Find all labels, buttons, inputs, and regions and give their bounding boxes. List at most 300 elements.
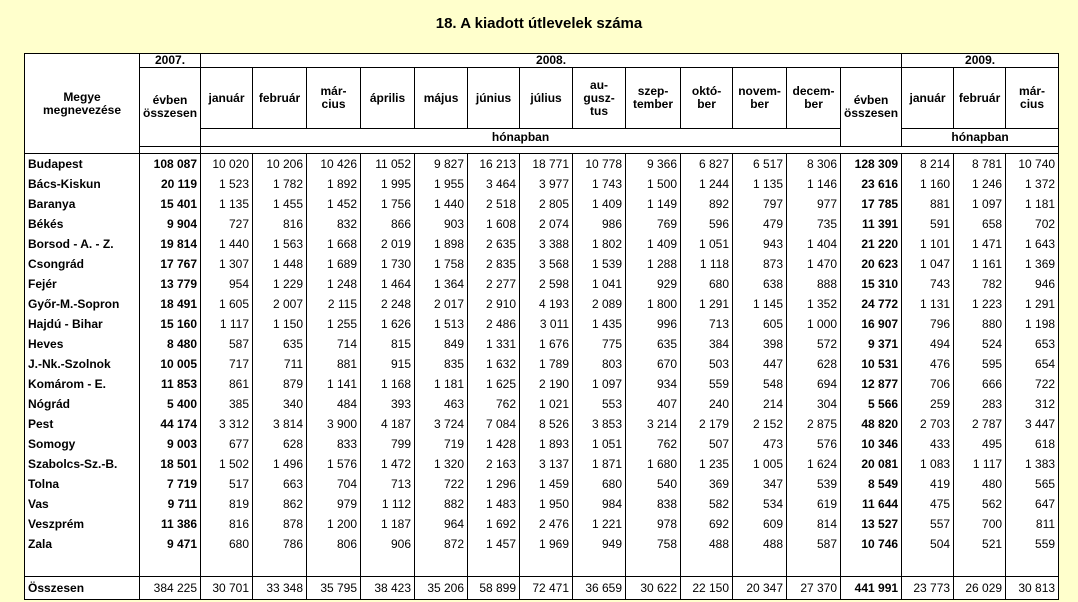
- month-2008-cell: 3 312: [201, 414, 253, 434]
- month-2008-cell: 609: [733, 514, 787, 534]
- total-2008-cell: 21 220: [841, 234, 902, 254]
- county-name: Heves: [25, 334, 140, 354]
- total-2008-cell: 24 772: [841, 294, 902, 314]
- month-header-2008: június: [468, 68, 520, 129]
- month-2008-cell: 719: [415, 434, 468, 454]
- month-2008-cell: 6 827: [681, 154, 733, 175]
- month-2008-cell: 38 423: [361, 577, 415, 600]
- month-2008-cell: 1 459: [520, 474, 573, 494]
- month-2008-cell: 385: [201, 394, 253, 414]
- total-2007-cell: 15 160: [140, 314, 201, 334]
- total-2008-cell: 10 531: [841, 354, 902, 374]
- total-2008-cell: 9 371: [841, 334, 902, 354]
- month-2008-cell: 872: [415, 534, 468, 554]
- month-2008-cell: 762: [468, 394, 520, 414]
- total-2007-cell: 18 501: [140, 454, 201, 474]
- month-2008-cell: 670: [626, 354, 681, 374]
- month-2008-cell: 484: [307, 394, 361, 414]
- month-2009-cell: 881: [902, 194, 954, 214]
- month-2008-cell: 786: [253, 534, 307, 554]
- month-2008-cell: 2 277: [468, 274, 520, 294]
- month-2008-cell: 1 892: [307, 174, 361, 194]
- month-2008-cell: 835: [415, 354, 468, 374]
- month-2009-cell: 743: [902, 274, 954, 294]
- month-2008-cell: 2 598: [520, 274, 573, 294]
- month-2008-cell: 1 187: [361, 514, 415, 534]
- month-2008-cell: 407: [626, 394, 681, 414]
- month-2008-cell: 762: [626, 434, 681, 454]
- month-2008-cell: 1 409: [626, 234, 681, 254]
- month-2008-cell: 1 464: [361, 274, 415, 294]
- table-body: [25, 154, 1059, 555]
- month-2008-cell: 18 771: [520, 154, 573, 175]
- month-2009-cell: 1 291: [1006, 294, 1059, 314]
- month-2008-cell: 58 899: [468, 577, 520, 600]
- month-2009-cell: 1 083: [902, 454, 954, 474]
- total-row: [25, 577, 1059, 600]
- month-2008-cell: 1 244: [681, 174, 733, 194]
- month-2008-cell: 1 200: [307, 514, 361, 534]
- month-2008-cell: 769: [626, 214, 681, 234]
- total-2008-cell: 13 527: [841, 514, 902, 534]
- month-2008-cell: 3 724: [415, 414, 468, 434]
- county-name: Csongrád: [25, 254, 140, 274]
- month-2009-cell: 647: [1006, 494, 1059, 514]
- month-2009-cell: 700: [954, 514, 1006, 534]
- month-2008-cell: 1 005: [733, 454, 787, 474]
- month-2008-cell: 1 608: [468, 214, 520, 234]
- month-2009-cell: 312: [1006, 394, 1059, 414]
- month-2008-cell: 1 181: [415, 374, 468, 394]
- month-2008-cell: 1 500: [626, 174, 681, 194]
- month-2008-cell: 1 235: [681, 454, 733, 474]
- month-2008-cell: 1 150: [253, 314, 307, 334]
- month-2008-cell: 711: [253, 354, 307, 374]
- month-2008-cell: 587: [201, 334, 253, 354]
- month-2008-cell: 540: [626, 474, 681, 494]
- month-2008-cell: 915: [361, 354, 415, 374]
- table-row: [25, 474, 1059, 494]
- month-2009-cell: 618: [1006, 434, 1059, 454]
- month-2008-cell: 1 135: [201, 194, 253, 214]
- month-header-2009: január: [902, 68, 954, 129]
- month-2008-cell: 1 331: [468, 334, 520, 354]
- table-header: [25, 54, 1059, 154]
- month-2008-cell: 814: [787, 514, 841, 534]
- total-2008-cell: 11 391: [841, 214, 902, 234]
- month-2008-cell: 903: [415, 214, 468, 234]
- county-name: Tolna: [25, 474, 140, 494]
- month-2008-cell: 2 152: [733, 414, 787, 434]
- month-2008-cell: 8 306: [787, 154, 841, 175]
- month-2008-cell: 2 089: [573, 294, 626, 314]
- total-2007-cell: 8 480: [140, 334, 201, 354]
- table-row: [25, 514, 1059, 534]
- month-2008-cell: 929: [626, 274, 681, 294]
- table-row: [25, 314, 1059, 334]
- month-2008-cell: 3 568: [520, 254, 573, 274]
- month-2008-cell: 816: [201, 514, 253, 534]
- month-2008-cell: 677: [201, 434, 253, 454]
- month-2009-cell: 1 131: [902, 294, 954, 314]
- month-2008-cell: 3 464: [468, 174, 520, 194]
- month-2008-cell: 1 440: [415, 194, 468, 214]
- month-2008-cell: 503: [681, 354, 733, 374]
- month-header-2008: július: [520, 68, 573, 129]
- table-row: [25, 274, 1059, 294]
- month-2008-cell: 1 513: [415, 314, 468, 334]
- month-2008-cell: 680: [681, 274, 733, 294]
- month-2008-cell: 1 470: [787, 254, 841, 274]
- month-2008-cell: 949: [573, 534, 626, 554]
- month-2008-cell: 1 563: [253, 234, 307, 254]
- month-2008-cell: 2 074: [520, 214, 573, 234]
- month-2009-cell: 1 246: [954, 174, 1006, 194]
- month-2008-cell: 1 539: [573, 254, 626, 274]
- county-name: Budapest: [25, 154, 140, 175]
- month-2008-cell: 4 187: [361, 414, 415, 434]
- total-2008-cell: 17 785: [841, 194, 902, 214]
- table-row: [25, 194, 1059, 214]
- total-2008-cell: 20 623: [841, 254, 902, 274]
- month-2008-cell: 447: [733, 354, 787, 374]
- month-2008-cell: 1 605: [201, 294, 253, 314]
- month-header-2009: február: [954, 68, 1006, 129]
- county-name: Borsod - A. - Z.: [25, 234, 140, 254]
- month-2009-cell: 30 813: [1006, 577, 1059, 600]
- month-header-2008: au- gusz- tus: [573, 68, 626, 129]
- month-2008-cell: 3 214: [626, 414, 681, 434]
- month-2008-cell: 1 625: [468, 374, 520, 394]
- month-2008-cell: 340: [253, 394, 307, 414]
- month-2008-cell: 1 352: [787, 294, 841, 314]
- month-2008-cell: 1 364: [415, 274, 468, 294]
- month-2008-cell: 1 789: [520, 354, 573, 374]
- month-2008-cell: 1 000: [787, 314, 841, 334]
- month-2008-cell: 1 428: [468, 434, 520, 454]
- month-2008-cell: 304: [787, 394, 841, 414]
- month-2008-cell: 806: [307, 534, 361, 554]
- month-2008-cell: 3 814: [253, 414, 307, 434]
- month-2009-cell: 2 703: [902, 414, 954, 434]
- total-2008-cell: 12 877: [841, 374, 902, 394]
- table-row: [25, 334, 1059, 354]
- month-2008-cell: 1 452: [307, 194, 361, 214]
- month-2009-cell: 1 471: [954, 234, 1006, 254]
- month-2009-cell: 811: [1006, 514, 1059, 534]
- county-name: Békés: [25, 214, 140, 234]
- month-2008-cell: 384: [681, 334, 733, 354]
- month-2008-cell: 1 097: [573, 374, 626, 394]
- month-2009-cell: 494: [902, 334, 954, 354]
- month-2008-cell: 628: [787, 354, 841, 374]
- month-2008-cell: 20 347: [733, 577, 787, 600]
- month-header-2008: novem- ber: [733, 68, 787, 129]
- month-2008-cell: 7 084: [468, 414, 520, 434]
- county-name: Zala: [25, 534, 140, 554]
- month-2008-cell: 582: [681, 494, 733, 514]
- month-2009-cell: 8 214: [902, 154, 954, 175]
- month-2008-cell: 559: [681, 374, 733, 394]
- month-2009-cell: 782: [954, 274, 1006, 294]
- month-2008-cell: 16 213: [468, 154, 520, 175]
- month-2008-cell: 2 875: [787, 414, 841, 434]
- month-2008-cell: 628: [253, 434, 307, 454]
- month-2008-cell: 873: [733, 254, 787, 274]
- month-2008-cell: 638: [733, 274, 787, 294]
- total-2007-cell: 7 719: [140, 474, 201, 494]
- month-2008-cell: 473: [733, 434, 787, 454]
- total-2008-cell: 8 549: [841, 474, 902, 494]
- month-2008-cell: 619: [787, 494, 841, 514]
- month-2008-cell: 775: [573, 334, 626, 354]
- table-row: [25, 434, 1059, 454]
- month-2009-cell: 1 161: [954, 254, 1006, 274]
- month-2008-cell: 815: [361, 334, 415, 354]
- county-name: Hajdú - Bihar: [25, 314, 140, 334]
- month-2008-cell: 727: [201, 214, 253, 234]
- month-2008-cell: 1 692: [468, 514, 520, 534]
- month-2008-cell: 1 496: [253, 454, 307, 474]
- month-2008-cell: 1 871: [573, 454, 626, 474]
- month-2008-cell: 9 827: [415, 154, 468, 175]
- month-2008-cell: 1 782: [253, 174, 307, 194]
- month-2008-cell: 2 190: [520, 374, 573, 394]
- passport-table: [24, 53, 1059, 600]
- county-name: Veszprém: [25, 514, 140, 534]
- month-2008-cell: 398: [733, 334, 787, 354]
- month-2008-cell: 1 404: [787, 234, 841, 254]
- month-2009-cell: 2 787: [954, 414, 1006, 434]
- month-2008-cell: 2 518: [468, 194, 520, 214]
- table-row: [25, 234, 1059, 254]
- month-2008-cell: 2 835: [468, 254, 520, 274]
- month-2008-cell: 1 457: [468, 534, 520, 554]
- month-2008-cell: 534: [733, 494, 787, 514]
- month-2008-cell: 680: [201, 534, 253, 554]
- month-2008-cell: 849: [415, 334, 468, 354]
- month-2009-cell: 23 773: [902, 577, 954, 600]
- month-2009-cell: 1 047: [902, 254, 954, 274]
- table-row: [25, 294, 1059, 314]
- month-2009-cell: 1 198: [1006, 314, 1059, 334]
- month-2008-cell: 892: [681, 194, 733, 214]
- county-name: Összesen: [25, 577, 140, 600]
- county-name: Somogy: [25, 434, 140, 454]
- table-row: [25, 414, 1059, 434]
- month-2008-cell: 1 117: [201, 314, 253, 334]
- total-2008-cell: 48 820: [841, 414, 902, 434]
- month-2008-cell: 1 950: [520, 494, 573, 514]
- table-row: [25, 374, 1059, 394]
- total-2007-cell: 10 005: [140, 354, 201, 374]
- month-2009-cell: 476: [902, 354, 954, 374]
- month-2009-cell: 1 097: [954, 194, 1006, 214]
- month-2008-cell: 888: [787, 274, 841, 294]
- month-2008-cell: 663: [253, 474, 307, 494]
- table-row: [25, 174, 1059, 194]
- month-2008-cell: 1 455: [253, 194, 307, 214]
- month-2008-cell: 10 778: [573, 154, 626, 175]
- total-2008-cell: 10 746: [841, 534, 902, 554]
- month-2008-cell: 1 632: [468, 354, 520, 374]
- month-2008-cell: 1 168: [361, 374, 415, 394]
- month-2008-cell: 978: [626, 514, 681, 534]
- month-header-2008: február: [253, 68, 307, 129]
- month-2008-cell: 1 995: [361, 174, 415, 194]
- month-2008-cell: 30 622: [626, 577, 681, 600]
- month-2008-cell: 1 288: [626, 254, 681, 274]
- month-header-2008: decem- ber: [787, 68, 841, 129]
- month-2008-cell: 605: [733, 314, 787, 334]
- month-2009-cell: 1 372: [1006, 174, 1059, 194]
- month-2008-cell: 1 730: [361, 254, 415, 274]
- month-2009-cell: 559: [1006, 534, 1059, 554]
- month-2008-cell: 1 668: [307, 234, 361, 254]
- total-2008-cell: 11 644: [841, 494, 902, 514]
- county-name: Baranya: [25, 194, 140, 214]
- table-row: [25, 454, 1059, 474]
- month-2008-cell: 27 370: [787, 577, 841, 600]
- month-2008-cell: 832: [307, 214, 361, 234]
- month-2008-cell: 1 523: [201, 174, 253, 194]
- month-2008-cell: 735: [787, 214, 841, 234]
- month-2008-cell: 3 853: [573, 414, 626, 434]
- month-2008-cell: 1 756: [361, 194, 415, 214]
- month-2008-cell: 2 248: [361, 294, 415, 314]
- annual-total-2007-header: évben összesen: [140, 68, 201, 147]
- month-2008-cell: 2 017: [415, 294, 468, 314]
- month-2009-cell: 562: [954, 494, 1006, 514]
- month-2009-cell: 1 101: [902, 234, 954, 254]
- month-header-2009: már- cius: [1006, 68, 1059, 129]
- total-2007-cell: 5 400: [140, 394, 201, 414]
- month-2008-cell: 1 051: [681, 234, 733, 254]
- total-2007-cell: 11 386: [140, 514, 201, 534]
- month-header-2008: szep- tember: [626, 68, 681, 129]
- month-2009-cell: 10 740: [1006, 154, 1059, 175]
- month-2008-cell: 1 802: [573, 234, 626, 254]
- month-2008-cell: 3 977: [520, 174, 573, 194]
- month-2008-cell: 1 969: [520, 534, 573, 554]
- month-header-2008: április: [361, 68, 415, 129]
- month-2008-cell: 8 526: [520, 414, 573, 434]
- month-2008-cell: 10 020: [201, 154, 253, 175]
- month-2008-cell: 1 320: [415, 454, 468, 474]
- month-header-2008: már- cius: [307, 68, 361, 129]
- total-2008-cell: 16 907: [841, 314, 902, 334]
- page-title: 18. A kiadott útlevelek száma: [435, 15, 643, 32]
- month-2008-cell: 1 576: [307, 454, 361, 474]
- month-2009-cell: 880: [954, 314, 1006, 334]
- county-name: J.-Nk.-Szolnok: [25, 354, 140, 374]
- table-row: [25, 494, 1059, 514]
- table-row: [25, 214, 1059, 234]
- month-2008-cell: 1 689: [307, 254, 361, 274]
- table-row: [25, 254, 1059, 274]
- month-2008-cell: 1 676: [520, 334, 573, 354]
- month-2009-cell: 475: [902, 494, 954, 514]
- annual-total-2008-header: évben összesen: [841, 68, 902, 147]
- month-2008-cell: 866: [361, 214, 415, 234]
- month-2008-cell: 488: [733, 534, 787, 554]
- month-2009-cell: 722: [1006, 374, 1059, 394]
- month-2008-cell: 1 800: [626, 294, 681, 314]
- month-2008-cell: 881: [307, 354, 361, 374]
- month-2008-cell: 553: [573, 394, 626, 414]
- month-2008-cell: 1 291: [681, 294, 733, 314]
- month-2008-cell: 35 795: [307, 577, 361, 600]
- total-2007-cell: 108 087: [140, 154, 201, 175]
- month-2009-cell: 1 181: [1006, 194, 1059, 214]
- month-2008-cell: 488: [681, 534, 733, 554]
- month-2008-cell: 1 955: [415, 174, 468, 194]
- month-2008-cell: 1 051: [573, 434, 626, 454]
- month-2008-cell: 2 007: [253, 294, 307, 314]
- month-2008-cell: 879: [253, 374, 307, 394]
- total-2008-cell: 20 081: [841, 454, 902, 474]
- total-2007-cell: 13 779: [140, 274, 201, 294]
- month-2008-cell: 803: [573, 354, 626, 374]
- month-2008-cell: 943: [733, 234, 787, 254]
- month-2008-cell: 1 409: [573, 194, 626, 214]
- county-name: Pest: [25, 414, 140, 434]
- month-2009-cell: 653: [1006, 334, 1059, 354]
- month-2008-cell: 977: [787, 194, 841, 214]
- month-2009-cell: 521: [954, 534, 1006, 554]
- month-2008-cell: 692: [681, 514, 733, 534]
- month-2008-cell: 1 229: [253, 274, 307, 294]
- month-2008-cell: 517: [201, 474, 253, 494]
- month-2008-cell: 33 348: [253, 577, 307, 600]
- month-2009-cell: 8 781: [954, 154, 1006, 175]
- month-2008-cell: 22 150: [681, 577, 733, 600]
- month-2009-cell: 26 029: [954, 577, 1006, 600]
- month-2009-cell: 1 117: [954, 454, 1006, 474]
- month-2009-cell: 658: [954, 214, 1006, 234]
- table-row: [25, 354, 1059, 374]
- total-2008-cell: 441 991: [841, 577, 902, 600]
- month-2008-cell: 816: [253, 214, 307, 234]
- month-2008-cell: 1 296: [468, 474, 520, 494]
- month-2008-cell: 9 366: [626, 154, 681, 175]
- month-2008-cell: 507: [681, 434, 733, 454]
- month-2008-cell: 576: [787, 434, 841, 454]
- county-name: Bács-Kiskun: [25, 174, 140, 194]
- total-2007-cell: 44 174: [140, 414, 201, 434]
- month-2008-cell: 996: [626, 314, 681, 334]
- month-2008-cell: 704: [307, 474, 361, 494]
- month-2008-cell: 979: [307, 494, 361, 514]
- month-2008-cell: 10 426: [307, 154, 361, 175]
- month-2008-cell: 1 898: [415, 234, 468, 254]
- month-2008-cell: 2 476: [520, 514, 573, 534]
- month-2009-cell: 433: [902, 434, 954, 454]
- county-name: Vas: [25, 494, 140, 514]
- month-2008-cell: 6 517: [733, 154, 787, 175]
- total-2008-cell: 15 310: [841, 274, 902, 294]
- month-2008-cell: 986: [573, 214, 626, 234]
- total-2007-cell: 20 119: [140, 174, 201, 194]
- month-2009-cell: 1 160: [902, 174, 954, 194]
- month-2009-cell: 1 223: [954, 294, 1006, 314]
- month-2008-cell: 36 659: [573, 577, 626, 600]
- month-2008-cell: 30 701: [201, 577, 253, 600]
- month-2008-cell: 572: [787, 334, 841, 354]
- month-2008-cell: 587: [787, 534, 841, 554]
- total-2007-cell: 17 767: [140, 254, 201, 274]
- county-name: Szabolcs-Sz.-B.: [25, 454, 140, 474]
